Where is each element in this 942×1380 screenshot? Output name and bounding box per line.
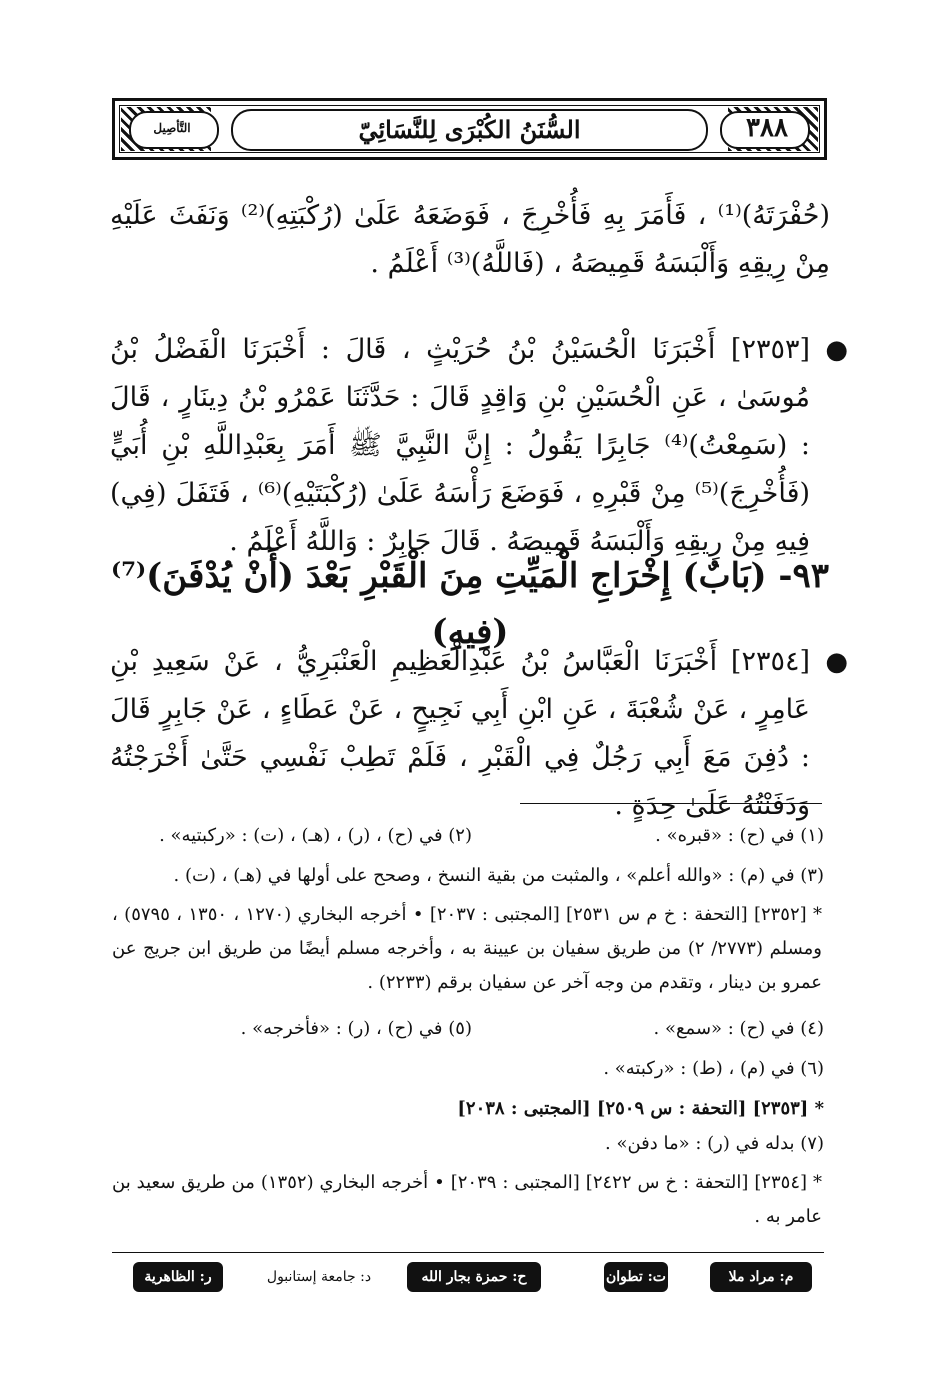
manuscript-badge-t: ت: تطوان <box>604 1262 668 1292</box>
footnote-7: (٧) بدله في (ر) : «ما دفن» . <box>605 1133 824 1154</box>
book-title: السُّنَنُ الكُبْرَى لِلنَّسَائِيّ <box>358 115 581 144</box>
manuscript-badge-r: ر: الظاهرية <box>133 1262 223 1292</box>
chapter-heading: ٩٣- (بَابٌ) إِخْرَاجِ الْمَيِّتِ مِنَ الْقَبْرِ بَعْدَ (أَنْ يُدْفَنَ)⁽⁷⁾ (فِيهِ) <box>110 556 830 652</box>
paragraph-continuation: (حُفْرَتَهُ)⁽¹⁾ ، فَأَمَرَ بِهِ فَأُخْرِجَ ، فَوَضَعَهُ عَلَىٰ (رُكْبَتِهِ)⁽²⁾ وَنَفَثَ عَلَيْهِ مِنْ رِيقِهِ وَأَلْبَسَهُ قَمِيصَهُ ، (فَاللَّهُ)⁽³⁾ أَعْلَمُ . <box>110 200 830 279</box>
takhrij-2353: * [٢٣٥٣] [التحفة : س ٢٥٠٩] [المجتبى : ٢٠٣٨] <box>457 1098 824 1119</box>
footnote-2: (٢) في (ح) ، (ر) ، (هـ) ، (ت) : «ركبتيه» . <box>159 825 472 846</box>
footnote-5: (٥) في (ح) ، (ر) : «فأخرجه» . <box>240 1018 472 1039</box>
footnote-6: (٦) في (م) ، (ط) : «ركبته» . <box>603 1058 824 1079</box>
footnote-3: (٣) في (م) : «والله أعلم» ، والمثبت من بقية النسخ ، وصحح على أولها في (هـ) ، (ت) . <box>173 865 824 886</box>
manuscript-key-d: د: جامعة إستانبول <box>266 1269 372 1285</box>
hadith-2353: [٢٣٥٣] أَخْبَرَنَا الْحُسَيْنُ بْنُ حُرَيْثٍ ، قَالَ : أَخْبَرَنَا الْفَضْلُ بْنُ مُوسَىٰ ، عَنِ الْحُسَيْنِ بْنِ وَاقِدٍ قَالَ : حَدَّثَنَا عَمْرُو بْنُ دِينَارٍ ، قَالَ : (سَمِعْتُ)⁽⁴⁾ جَابِرًا يَقُولُ : إِنَّ النَّبِيَّ ﷺ أَمَرَ بِعَبْدِاللَّهِ بْنِ أُبَيٍّ (فَأُخْرِجَ)⁽⁵⁾ مِنْ قَبْرِهِ ، فَوَضَعَ رَأْسَهُ عَلَىٰ (رُكْبَتَيْهِ)⁽⁶⁾ ، فَتَفَلَ (فِي) فِيهِ مِنْ رِيقِهِ وَأَلْبَسَهُ قَمِيصَهُ . قَالَ جَابِرٌ : وَاللَّهُ أَعْلَمُ . <box>110 334 811 557</box>
header-title-cartouche <box>231 109 708 151</box>
footnote-1: (١) في (ح) : «قبره» . <box>655 825 824 846</box>
page-header <box>112 98 827 160</box>
publisher-seal: التَّأصِيل <box>153 121 191 135</box>
hadith-2354: [٢٣٥٤] أَخْبَرَنَا الْعَبَّاسُ بْنُ عَبْدِالْعَظِيمِ الْعَنْبَرِيُّ ، عَنْ سَعِيدِ بْنِ عَامِرٍ ، عَنْ شُعْبَةَ ، عَنِ ابْنِ أَبِي نَجِيحٍ ، عَنْ عَطَاءٍ ، عَنْ جَابِرٍ قَالَ : دُفِنَ مَعَ أَبِي رَجُلٌ فِي الْقَبْرِ ، فَلَمْ تَطِبْ نَفْسِي حَتَّىٰ أَخْرَجْتُهُ وَدَفَنْتُهُ عَلَىٰ حِدَةٍ . <box>110 646 810 821</box>
manuscript-badge-m: م: مراد ملا <box>710 1262 812 1292</box>
takhrij-2352: * [٢٣٥٢] [التحفة : خ م س ٢٥٣١] [المجتبى : ٢٠٣٧] • أخرجه البخاري (١٢٧٠ ، ١٣٥٠ ، ٥٧٩٥) ، ومسلم (٢٧٧٣/ ٢) من طريق سفيان بن عيينة به ، وأخرجه مسلم أيضًا من طريق ابن جريج عن عمرو بن دينار ، وتقدم من وجه آخر عن سفيان برقم (٢٢٣٣) . <box>112 904 823 993</box>
footnote-separator <box>520 803 822 804</box>
footnote-4: (٤) في (ح) : «سمع» . <box>653 1018 824 1039</box>
page-number: ٣٨٨ <box>746 113 788 143</box>
footer-rule <box>112 1252 824 1253</box>
hadith-bullet: ● <box>825 335 848 365</box>
takhrij-2354: * [٢٣٥٤] [التحفة : خ س ٢٤٢٢] [المجتبى : ٢٠٣٩] • أخرجه البخاري (١٣٥٢) من طريق سعيد بن عامر به . <box>112 1172 823 1227</box>
hadith-bullet: ● <box>825 647 848 677</box>
manuscript-badge-h: ح: حمزة بجار الله <box>407 1262 541 1292</box>
